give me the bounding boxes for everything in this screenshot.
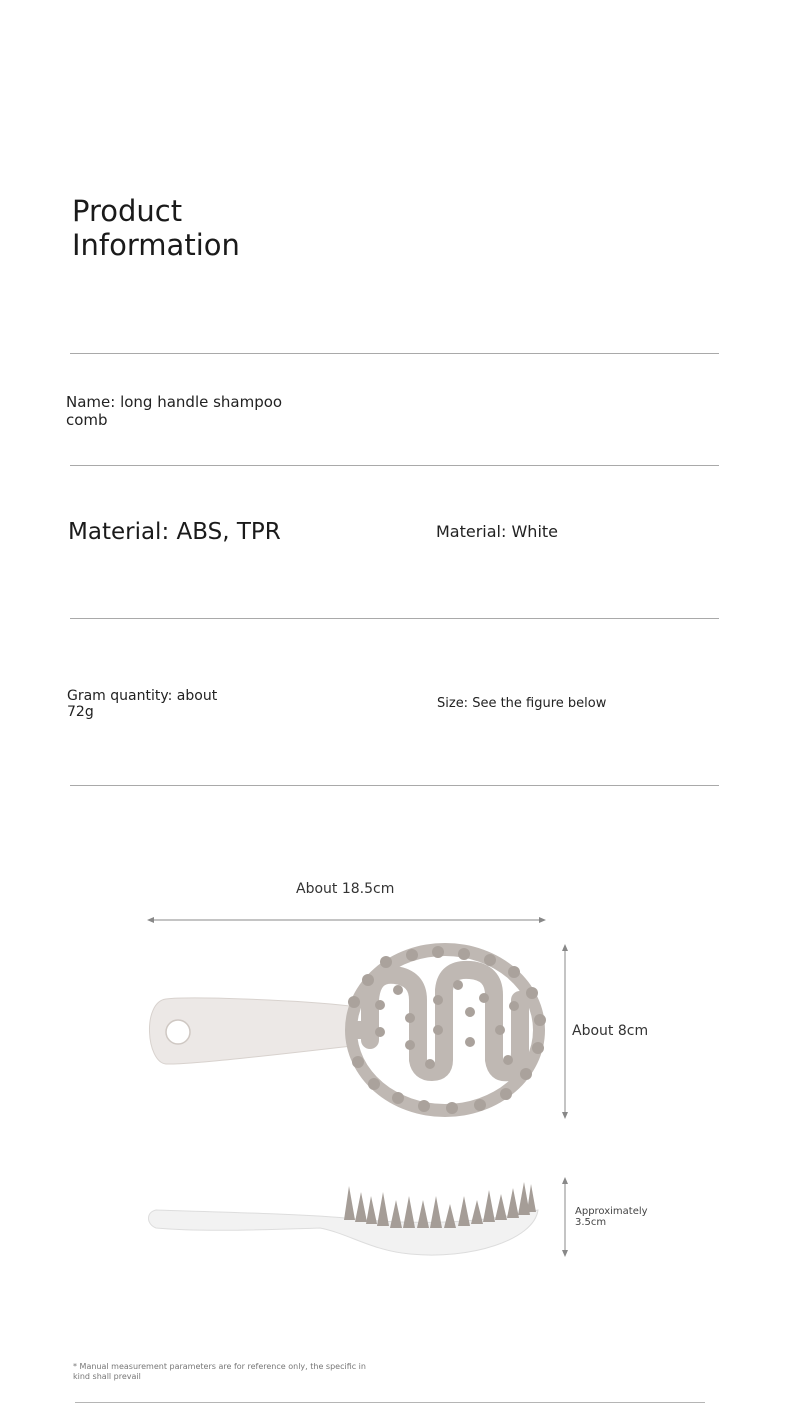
product-name: Name: long handle shampoo comb <box>66 393 283 429</box>
width-label: About 8cm <box>572 1023 649 1039</box>
comb-side-view <box>149 1182 539 1255</box>
color-spec: Material: White <box>436 522 558 541</box>
size-spec: Size: See the figure below <box>437 696 607 711</box>
length-label: About 18.5cm <box>296 881 395 897</box>
footnote: * Manual measurement parameters are for reference only, the specific in kind shall prevail <box>73 1362 366 1381</box>
thickness-label: Approximately 3.5cm <box>575 1206 648 1228</box>
material-spec: Material: ABS, TPR <box>68 519 281 545</box>
page-title: Product Information <box>72 194 240 262</box>
divider <box>75 1402 705 1403</box>
comb-top-view <box>149 943 546 1117</box>
weight-spec: Gram quantity: about 72g <box>67 688 218 720</box>
